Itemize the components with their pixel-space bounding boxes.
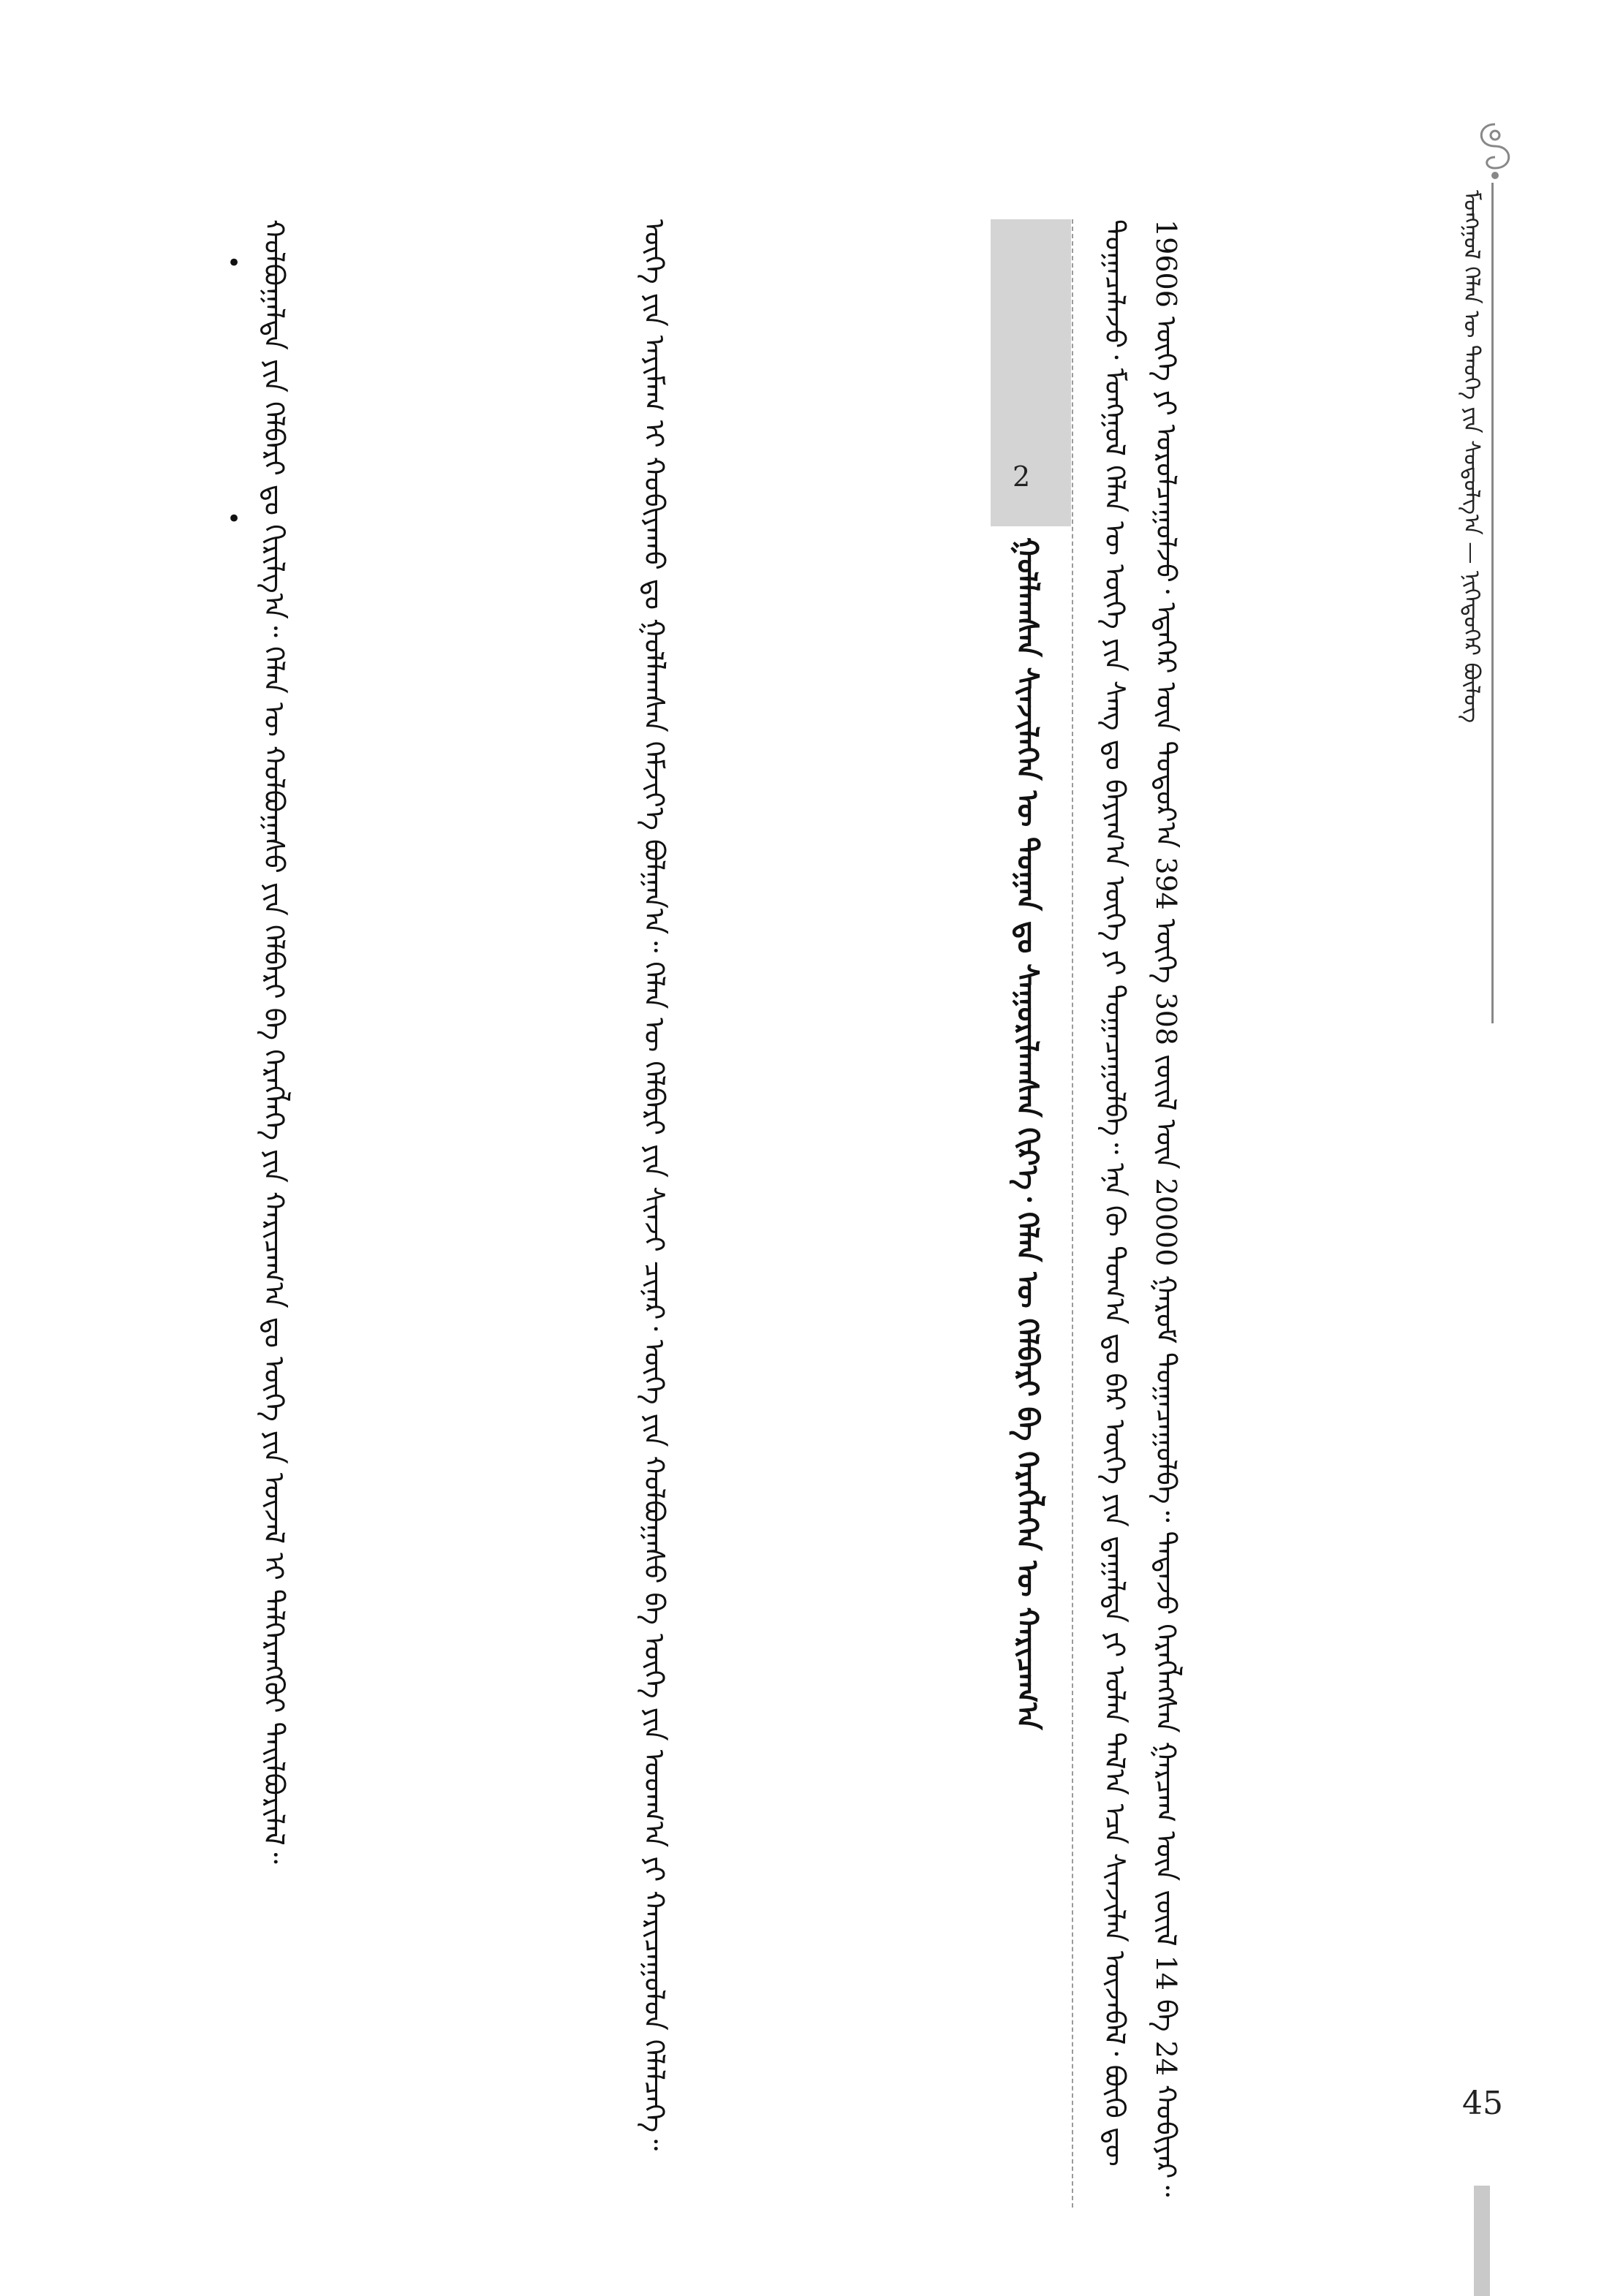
body-column-2: ᠦᠭᠡ ᠶᠢᠨ ᠠᠶᠢᠮᠠᠭ ᠢ ᠬᠤᠪᠢᠶᠠᠬᠤ ᠳᠤ ᠭᠣᠯᠯᠠᠭᠰᠠᠨ ᠬᠡᠮᠵᠢᠶ᠎ᠡ ᠪᠣᠯᠭᠠᠨ᠎ᠠ᠃ ᠬᠡᠯᠡᠨ ᠦ ᠬᠡᠯᠪᠡᠷᠢ ᠶᠢᠨ ᠰᠢᠨᠵᠢ ᠴᠢᠨᠠᠷ᠂ ᠦᠭᠡ ᠶᠢᠨ ᠬᠣᠯᠪᠣᠭᠠᠰᠤ ᠪᠠ ᠦᠭᠡ ᠶᠢᠨ ᠤᠳᠬ᠎ᠠ ᠶᠢ ᠬᠠᠷᠢᠴᠠᠭᠤᠯᠤᠨ ᠬᠡᠯᠡᠯᠴᠡᠭᠡ᠃ [638,219,670,2151]
section-divider [1072,219,1073,2208]
section-number: 2 [1013,461,1031,493]
body-column-1: ᠲᠣᠭᠠᠴᠠᠯᠠᠵᠤ᠂ ᠮᠣᠩᠭᠣᠯ ᠬᠡᠯᠡᠨ ᠦ ᠦᠭᠡ ᠶᠢᠨ ᠰᠠᠩ ᠳᠤ ᠪᠠᠶᠢᠭ᠎ᠠ ᠦᠭᠡ ᠶᠢ ᠲᠣᠭᠠᠴᠠᠭᠤᠯᠪᠠ᠃ ᠡᠨᠡ ᠬᠦ ᠲᠣᠭ᠎ᠠ ᠳᠤ ᠪᠠᠷ ᠦᠭᠡ ᠶᠢᠨ ᠳ᠋ᠠᠭᠠᠯᠳᠠ ᠶᠢ ᠣᠯᠠᠨ ᠲᠠᠯ᠎ᠠ ᠡᠴᠡ ᠰᠢᠨᠵᠢᠯᠡᠨ ᠦᠵᠡᠪᠡᠯ᠂ ᠪᠦᠬᠦ ᠳᠦ 19606 ᠦᠭᠡ ᠶᠢ ᠣᠷᠣᠯᠴᠠᠭᠤᠯᠵᠤ᠂ ᠡᠳᠡᠭᠡᠷ ᠦᠨ ᠳᠣᠲᠣᠷ᠎ᠠ 394 ᠦᠭᠡ 308 ᠵᠦᠢᠯ ᠦᠨ 20000 ᠭᠠᠷᠤᠮ ᠲᠣᠭᠠᠴᠠᠭᠤᠯᠪᠠ᠃ ᠲᠠᠲᠠᠵᠤ ᠬᠡᠷᠡᠭᠯᠡᠭᠰᠡᠨ ᠭᠠᠷᠴᠠᠭ ᠦᠨ ᠵᠦᠢᠯ 14 ᠪᠠ 24 ᠬᠤᠪᠢᠶᠠᠷ᠃ [1099,219,1182,2197]
body-column-3: ᠬᠣᠯᠪᠣᠭᠠᠯᠳᠠ ᠶᠢᠨ ᠬᠡᠯᠪᠡᠷᠢ ᠳᠤ ᠬᠢᠷᠢᠯᠭ᠎ᠠ᠃ ᠬᠡᠯᠡᠨ ᠦ ᠬᠣᠯᠪᠣᠭᠠᠰᠤ ᠶᠢᠨ ᠬᠡᠯᠪᠡᠷᠢ ᠪᠠ ᠬᠡᠷᠡᠭᠯᠡᠭᠡ ᠶᠢᠨ ᠬᠠᠷᠢᠴᠠᠭ᠎ᠠ ᠳᠤ ᠦᠭᠡ ᠶᠢᠨ ᠦᠵᠡᠯ ᠢ ᠳᠡᠯᠭᠡᠷᠡᠩᠭᠦᠢ ᠲᠠᠢᠯᠪᠤᠷᠢᠯᠠᠯ᠃ [258,219,290,1864]
running-header: ᠮᠣᠩᠭᠣᠯ ᠬᠡᠯᠡᠨ ᠦ ᠲᠡᠦᠬᠡ ᠶᠢᠨ ᠰᠤᠳᠤᠯᠭ᠎ᠠ — ᠨᠢᠭᠡᠳᠦᠭᠡᠷ ᠪᠦᠯᠦᠭ [1459,190,1484,724]
page-number: 45 [1462,2085,1503,2122]
section-heading-box [991,219,1071,526]
bullet-marker: • [227,504,242,534]
bullet-marker: • [227,249,242,278]
section-title: ᠭᠣᠯᠯᠠᠭᠰᠠᠨ ᠰᠢᠨᠵᠢᠯᠡᠭᠡᠨ ᠦ ᠲᠣᠭᠠᠨ ᠳᠤ ᠰᠠᠭᠤᠷᠢᠯᠠᠭᠰᠠᠨ ᠬᠢᠷ᠎ᠡ᠂ ᠬᠡᠯᠡᠨ ᠦ ᠬᠡᠯᠪᠡᠷᠢ ᠪᠠ ᠬᠡᠷᠡᠭᠯᠡᠭᠡᠨ ᠦ ᠬᠠᠷᠢᠴᠠᠭ᠎ᠠ [1010,537,1045,1730]
scroll-ornament-icon [1469,117,1521,183]
page-edge-tab [1474,2186,1490,2296]
